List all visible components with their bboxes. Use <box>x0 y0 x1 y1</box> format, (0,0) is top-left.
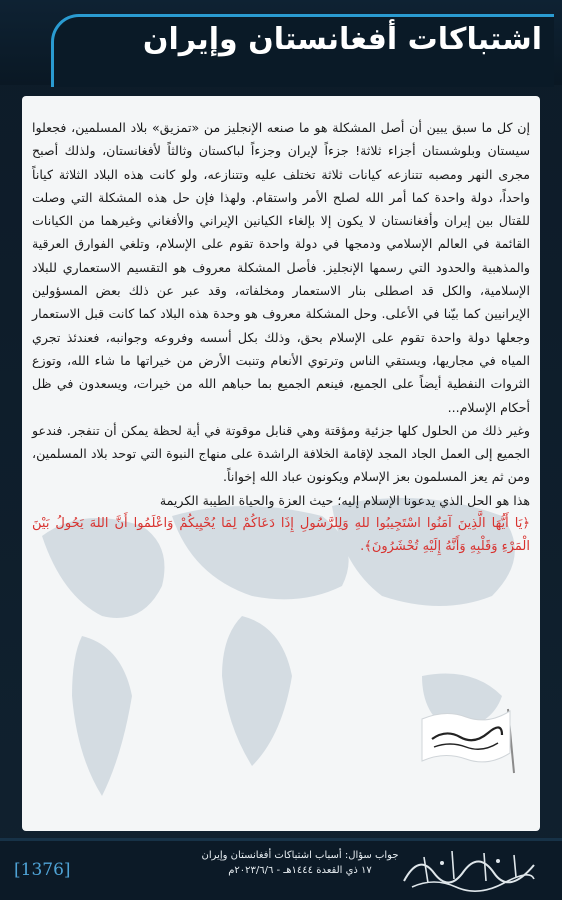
footer-caption-line2: ١٧ ذي القعدة ١٤٤٤هـ - ٢٠٢٣/٦/٦م <box>228 865 372 876</box>
page-title: اشتباكات أفغانستان وإيران <box>142 22 542 57</box>
quran-verse: ﴿يَا أَيُّهَا الَّذِينَ آمَنُوا اسْتَجِيبُوا للهِ وَلِلرَّسُولِ إِذَا دَعَاكُمْ لِمَا يُحْيِيكُمْ وَاعْلَمُوا أَنَّ اللهَ يَحُولُ بَيْنَ الْمَرْءِ وَقَلْبِهِ وَأَنَّهُ إِلَيْهِ تُحْشَرُونَ﴾. <box>32 516 530 555</box>
footer <box>0 838 562 900</box>
calligraphy-signature-logo <box>394 843 544 895</box>
paragraph-3: هذا هو الحل الذي يدعونا الإسلام إليه؛ حيث العزة والحياة الطيبة الكريمة <box>159 492 530 508</box>
article-body <box>32 116 530 559</box>
footer-caption <box>190 848 410 878</box>
paragraph-1: إن كل ما سبق يبين أن أصل المشكلة هو ما صنعه الإنجليز من «تمزيق» بلاد المسلمين، فجعلوا سيستان وبلوشستان أجزاء ثلاثة! جزءاً لإيران وجزءاً لباكستان وثالثاً لأفغانستان، ولذلك أصبح مجرى النهر ومصبه تتنازعه كيانات ثلاثة تختلف عليه وتتنازعه، ولو كانت هذه البلاد الثلاثة كياناً واحداً، دولة واحدة كما أمر الله لصلح الأمر واستقام. ولهذا فإن حل هذه المشكلة التي وصلت للقتال بين إيران وأفغانستان لا يكون إلا بإلغاء الكيانين الإيراني والأفغاني وغيرهما من الكيانات القائمة في العالم الإسلامي ودمجها في دولة واحدة تقوم على الإسلام، وتلغي الفوارق العرقية والمذهبية والحدود التي رسمها الإنجليز. فأصل المشكلة معروف هو التقسيم الاستعماري للبلاد الإسلامية، والكل قد اصطلى بنار الاستعمار ومخلفاته، وقد عبر عن ذلك بعض المسؤولين الإيرانيين كما بيّنا في الأعلى. وحل المشكلة معروف هو وحدة هذه البلاد كما كانت قبل الاستعمار وجعلها دولة واحدة تقوم على الإسلام بحق، وذلك بكل أسسه وفروعه وجوانبه، فعندئذ تجري المياه في مجاريها، ويستقي الناس وترتوي الأنعام وتنبت الأرض من خيراتها ما شاء الله، وتوزع الثروات النفطية أيضاً على الجميع، فينعم الجميع بما حباهم الله من خيرات، ويسعدون في ظل أحكام الإسلام... <box>32 120 530 415</box>
footer-caption-line1: جواب سؤال: أسباب اشتباكات أفغانستان وإيران <box>201 850 399 861</box>
paragraph-2: وغير ذلك من الحلول كلها جزئية ومؤقتة وهي قنابل موقوتة في أية لحظة يمكن أن تنفجر. فندعو الجميع إلى العمل الجاد المجد لإقامة الخلافة الراشدة على منهاج النبوة التي توحد بلاد المسلمين، ومن ثم يعز المسلمون بعز الإسلام ويكونون عباد الله إخواناً. <box>32 422 530 485</box>
footer-divider <box>0 838 562 841</box>
page-number: [1376] <box>14 860 71 880</box>
content-panel <box>22 96 540 831</box>
header <box>0 0 562 85</box>
white-flag-icon <box>416 705 516 775</box>
